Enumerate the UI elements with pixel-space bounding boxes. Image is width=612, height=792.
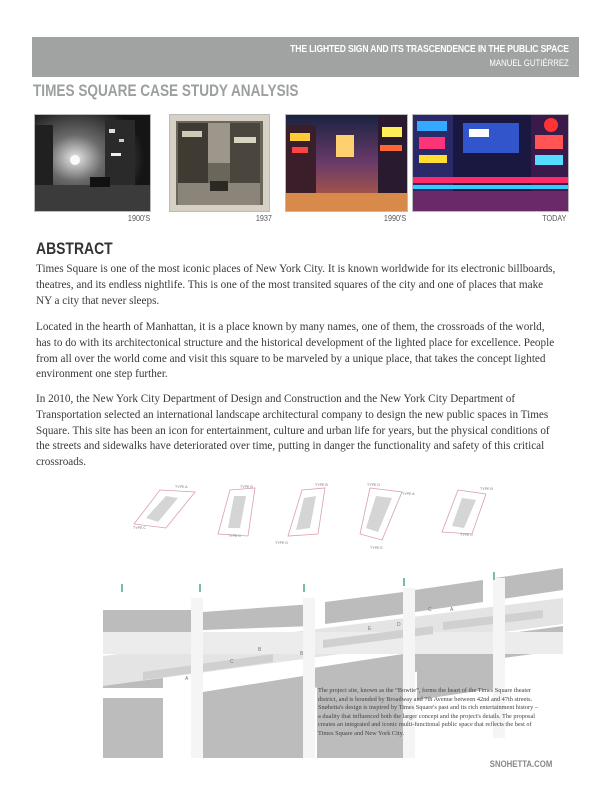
document-title: THE LIGHTED SIGN AND ITS TRASCENDENCE IN THE PUBLIC SPACE xyxy=(290,43,569,55)
case-study-title: TIMES SQUARE CASE STUDY ANALYSIS xyxy=(33,81,299,100)
caption-today: TODAY xyxy=(541,213,566,223)
type-b-label-3: TYPE B xyxy=(480,487,493,491)
type-b-label-1: TYPE B xyxy=(240,485,253,489)
type-e-label: TYPE E xyxy=(370,546,383,550)
caption-1937: 1937 xyxy=(255,213,272,223)
header-banner xyxy=(32,37,579,77)
map-letter-b-1: B xyxy=(258,647,262,653)
photo-1990s xyxy=(285,114,408,212)
type-b-label-2: TYPE B xyxy=(315,483,328,487)
abstract-heading: ABSTRACT xyxy=(36,239,113,258)
type-c-label-3: TYPE C xyxy=(460,533,473,537)
map-letter-a-2: A xyxy=(450,607,454,613)
photo-today xyxy=(412,114,569,212)
map-caption: The project site, known as the “Bowtie”, forms the heart of the Times Square theater district, and is bounded by Broadway and 7th Avenue between 42nd and 47th streets. Snøhetta's design is inspired by Times Square's past and its rich entertainment history – a duality that influenced both the larger concept and the project's details. The proposal creates an integrated and iconic multi-functional public space that reflects the best of Times Square and New York City. xyxy=(318,687,539,737)
type-d-label-2: TYPE D xyxy=(367,483,380,487)
type-a-label-1: TYPE A xyxy=(175,485,188,489)
abstract-paragraph-3: In 2010, the New York City Department of Design and Construction and the New York City Department of Transportation selected an international landscape architectural company to design the new public spaces in Times Square. This site has been an icon for entertainment, culture and urban life for years, but the physical conditions of the streets and sidewalks have deteriorated over time, putting in danger the functionality and safety of this critical crossroads. xyxy=(36,393,550,469)
author-name: MANUEL GUTIÉRREZ xyxy=(489,58,569,69)
map-letter-b-2: B xyxy=(300,651,304,657)
abstract-paragraph-1: Times Square is one of the most iconic places of New York City. It is known worldwide for its electronic billboards, theatres, and its endless nightlife. This is one of the most transited squares of the city and one of places that make NY a city that never sleeps. xyxy=(36,263,556,307)
type-a-label-2: TYPE A xyxy=(402,492,415,496)
photo-1900s xyxy=(34,114,151,212)
caption-1990s: 1990'S xyxy=(383,213,406,223)
map-letter-e: E xyxy=(368,626,372,632)
credit-source: SNOHETTA.COM xyxy=(489,759,552,770)
type-c-label-2: TYPE C xyxy=(228,534,241,538)
photo-1937 xyxy=(169,114,270,212)
abstract-paragraph-2: Located in the hearth of Manhattan, it is a place known by many names, one of them, the crossroads of the world, has to do with its architectonical structure and the historical development of the lighted place for excellence. People from all over the world come and visit this square to be marveled by a unique place, that takes the concept lighted environment one step further. xyxy=(36,321,555,381)
caption-1900s: 1900'S xyxy=(127,213,150,223)
type-c-label-1: TYPE C xyxy=(133,526,146,530)
map-letter-c-1: C xyxy=(230,659,234,665)
map-letter-c-2: C xyxy=(428,607,432,613)
map-letter-a-1: A xyxy=(185,676,189,682)
map-letter-d: D xyxy=(397,622,401,628)
type-d-label-1: TYPE D xyxy=(275,541,288,545)
